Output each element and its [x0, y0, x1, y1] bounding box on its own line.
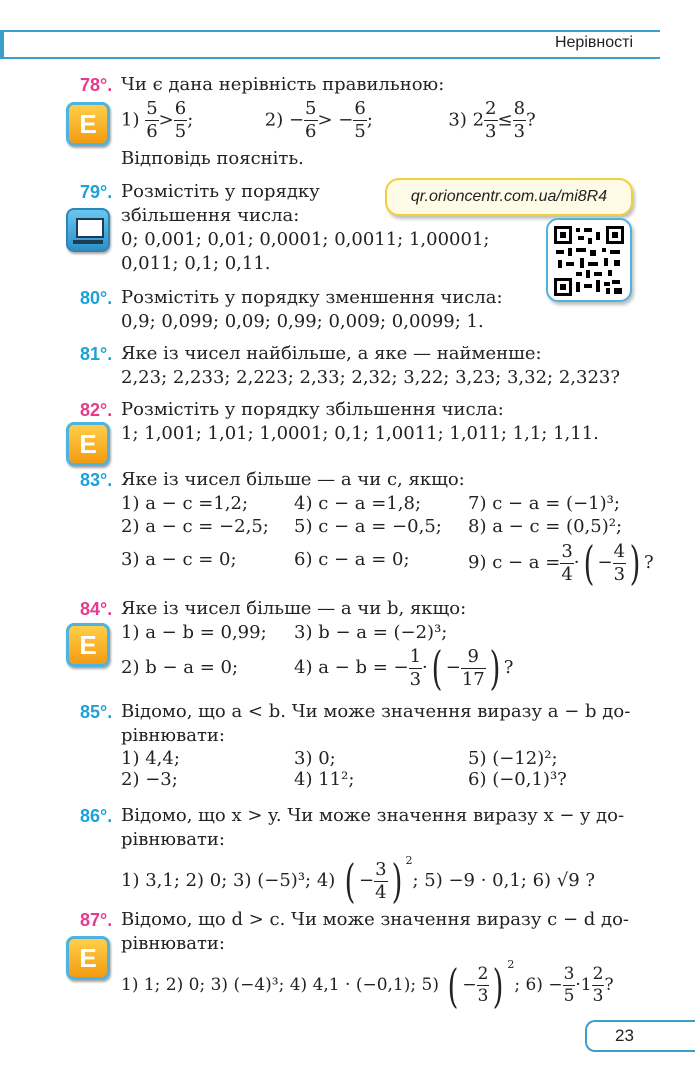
problem-number: 82°. [80, 400, 113, 420]
punct: ; [187, 109, 194, 131]
numerator: 5 [305, 98, 317, 119]
problem-number: 84°. [80, 599, 113, 619]
punct: ? [526, 109, 536, 131]
left-paren: ( [583, 536, 594, 590]
item-text: 1) 1; 2) 0; 3) (−4)³; 4) 4,1 · (−0,1); 5) [121, 975, 439, 995]
fraction [513, 100, 526, 141]
problem-text: Яке із чисел найбільше, а яке — найменше: [121, 343, 542, 364]
denominator: 6 [305, 121, 317, 142]
fraction [409, 645, 422, 690]
exercise-e-icon: Е [66, 102, 110, 146]
item: 7) c − a = (−1)³; [468, 493, 620, 514]
numerator: 2 [477, 964, 489, 984]
item-text: ; 5) −9 · 0,1; 6) √9 ? [412, 870, 596, 891]
denominator: 17 [461, 668, 485, 690]
problem-numbers: 0,011; 0,1; 0,11. [121, 253, 271, 274]
item-text: ·1 [575, 975, 592, 995]
punct: ? [503, 657, 514, 678]
operator: > [158, 109, 174, 131]
problem-number: 86°. [80, 806, 113, 826]
problem-text: рівнювати: [121, 829, 225, 850]
problem-number: 85°. [80, 702, 113, 722]
item: 1) a − c =1,2; [121, 493, 249, 514]
operator: > − [317, 109, 354, 131]
denominator: 4 [561, 563, 573, 585]
item: 3) a − c = 0; [121, 549, 237, 570]
problem-text: Відповідь поясніть. [121, 148, 304, 169]
problem-text: збільшення числа: [121, 205, 300, 226]
item: 4) a − b = − $\frac{1}{3}$ ·( − $\frac{9}{17}$ ) ? [294, 641, 514, 695]
operator: ≤ [497, 109, 513, 131]
right-paren: ) [489, 641, 501, 695]
computer-icon [66, 208, 110, 252]
numerator: 3 [375, 858, 387, 880]
monitor-base [73, 240, 103, 244]
right-paren: ) [492, 958, 504, 1013]
problem-numbers: 0; 0,001; 0,01; 0,0001; 0,0011; 1,00001; [121, 229, 490, 250]
fraction [477, 966, 490, 1005]
item-column-1 [121, 493, 269, 570]
numerator: 4 [613, 540, 626, 562]
item: 5) (−12)²; [468, 748, 558, 769]
problem-text: Розмістіть у порядку зменшення числа: [121, 287, 503, 308]
left-paren: ( [431, 641, 443, 695]
left-paren: ( [447, 958, 459, 1013]
item-column-2 [294, 748, 354, 790]
item-text: ; 6) − [514, 975, 563, 995]
problem-number: 79°. [80, 182, 113, 202]
problem-items: 1) 1; 2) 0; 3) (−4)³; 4) 4,1 · (−0,1); 5) ( − $\frac{2}{3}$ ) $^2$; 6) − $\frac{3}{5}$ ·1 $\frac{2}{3}$ ? [121, 958, 614, 1013]
numerator: 5 [146, 98, 158, 119]
fraction [461, 645, 486, 690]
page-header [0, 30, 695, 58]
fraction [484, 100, 497, 141]
section-title: Нерівності [554, 34, 633, 51]
problem-text: Яке із чисел більше — a чи b, якщо: [121, 598, 467, 619]
problem-number: 87°. [80, 910, 113, 930]
left-paren: ( [344, 854, 356, 908]
item: 2) −3; [121, 769, 178, 790]
item: 4) c − a =1,8; [294, 493, 422, 514]
item: 1) 4,4; [121, 748, 180, 769]
numerator: 3 [561, 540, 573, 562]
problem-text: рівнювати: [121, 933, 225, 954]
item: 3) b − a = (−2)³; [294, 622, 448, 643]
problem-numbers: 0,9; 0,099; 0,09; 0,99; 0,009; 0,0099; 1. [121, 311, 484, 332]
denominator: 3 [477, 986, 489, 1006]
fraction [374, 858, 387, 903]
problem-text: Чи є дана нерівність правильною: [121, 74, 445, 95]
problem-numbers: 1; 1,001; 1,01; 1,0001; 0,1; 1,0011; 1,011; 1,1; 1,11. [121, 423, 599, 444]
item-column-3 [468, 493, 622, 537]
item-column-1 [121, 748, 180, 790]
item-column-3 [468, 748, 567, 790]
qr-code-icon [554, 226, 624, 296]
right-paren: ) [391, 854, 402, 908]
problem-text: Відомо, що x > y. Чи може значення виразу x − y до- [121, 805, 625, 826]
problem-text: рівнювати: [121, 725, 225, 746]
fraction [563, 966, 576, 1005]
item: 2) b − a = 0; [121, 657, 239, 678]
item: 3) 0; [294, 748, 336, 769]
problem-items: 1) 3,1; 2) 0; 3) (−5)³; 4) ( − $\frac{3}{4}$ ) $^2$; 5) −9 · 0,1; 6) √9 ? [121, 854, 596, 908]
problem-text: Відомо, що d > c. Чи може значення виразу c − d до- [121, 909, 629, 930]
punct: ? [643, 552, 654, 573]
denominator: 5 [563, 986, 575, 1006]
problem-text: Розмістіть у порядку [121, 181, 320, 202]
item: 2) a − c = −2,5; [121, 516, 269, 537]
item-label: 9) c − a = [468, 552, 561, 573]
problem-items [121, 100, 536, 141]
denominator: 3 [485, 121, 497, 142]
item-label: 2) − [264, 109, 305, 131]
item: 8) a − c = (0,5)²; [468, 516, 623, 537]
punct: ? [604, 975, 614, 995]
numerator: 2 [592, 964, 604, 984]
problem-number: 80°. [80, 288, 113, 308]
denominator: 3 [409, 668, 422, 690]
problem-text: Розмістіть у порядку збільшення числа: [121, 399, 504, 420]
item-text: 1) 3,1; 2) 0; 3) (−5)³; 4) [121, 870, 336, 891]
item: 4) 11²; [294, 769, 355, 790]
item-label: 1) [121, 109, 140, 131]
numerator: 2 [485, 98, 497, 119]
problem-number: 81°. [80, 344, 113, 364]
problem-text: Відомо, що a < b. Чи може значення виразу a − b до- [121, 701, 631, 722]
problem-text: Яке із чисел більше — a чи c, якщо: [121, 469, 465, 490]
numerator: 3 [563, 964, 575, 984]
denominator: 4 [375, 881, 387, 903]
item: 6) c − a = 0; [294, 549, 410, 570]
item: 5) c − a = −0,5; [294, 516, 442, 537]
numerator: 9 [461, 648, 486, 669]
exercise-e-icon: Е [66, 936, 110, 980]
item-label: 3) 2 [448, 109, 485, 131]
denominator: 3 [613, 563, 626, 585]
punct: ; [366, 109, 373, 131]
numerator: 8 [513, 98, 526, 119]
problem-number: 78°. [80, 75, 113, 95]
qr-code[interactable] [546, 218, 632, 302]
denominator: 3 [592, 986, 604, 1006]
denominator: 5 [354, 121, 366, 142]
numerator: 6 [174, 98, 187, 119]
fraction [304, 100, 317, 141]
exercise-e-icon: Е [66, 623, 110, 667]
item-label: 4) a − b = − [294, 657, 409, 678]
item: 1) a − b = 0,99; [121, 622, 267, 643]
problem-numbers: 2,23; 2,233; 2,223; 2,33; 2,32; 3,22; 3,23; 3,32; 2,323? [121, 367, 620, 388]
problem-number: 83°. [80, 470, 113, 490]
denominator: 5 [174, 121, 187, 142]
fraction [560, 540, 573, 585]
item-column-2 [294, 493, 442, 570]
item: 6) (−0,1)³? [468, 769, 567, 790]
fraction [613, 540, 626, 585]
numerator: 1 [409, 645, 422, 667]
exercise-e-icon: Е [66, 422, 110, 466]
item: 9) c − a = $\frac{3}{4}$ ·( − $\frac{4}{3}$ ) ? [468, 536, 654, 590]
right-paren: ) [629, 536, 641, 590]
fraction [353, 100, 366, 141]
fraction [174, 100, 187, 141]
monitor-screen [76, 218, 104, 238]
denominator: 6 [146, 121, 158, 142]
numerator: 6 [354, 98, 366, 119]
fraction [592, 966, 605, 1005]
page-number: 23 [585, 1020, 695, 1052]
denominator: 3 [513, 121, 526, 142]
fraction [145, 100, 158, 141]
qr-link[interactable]: qr.orioncentr.com.ua/mi8R4 [385, 178, 633, 216]
